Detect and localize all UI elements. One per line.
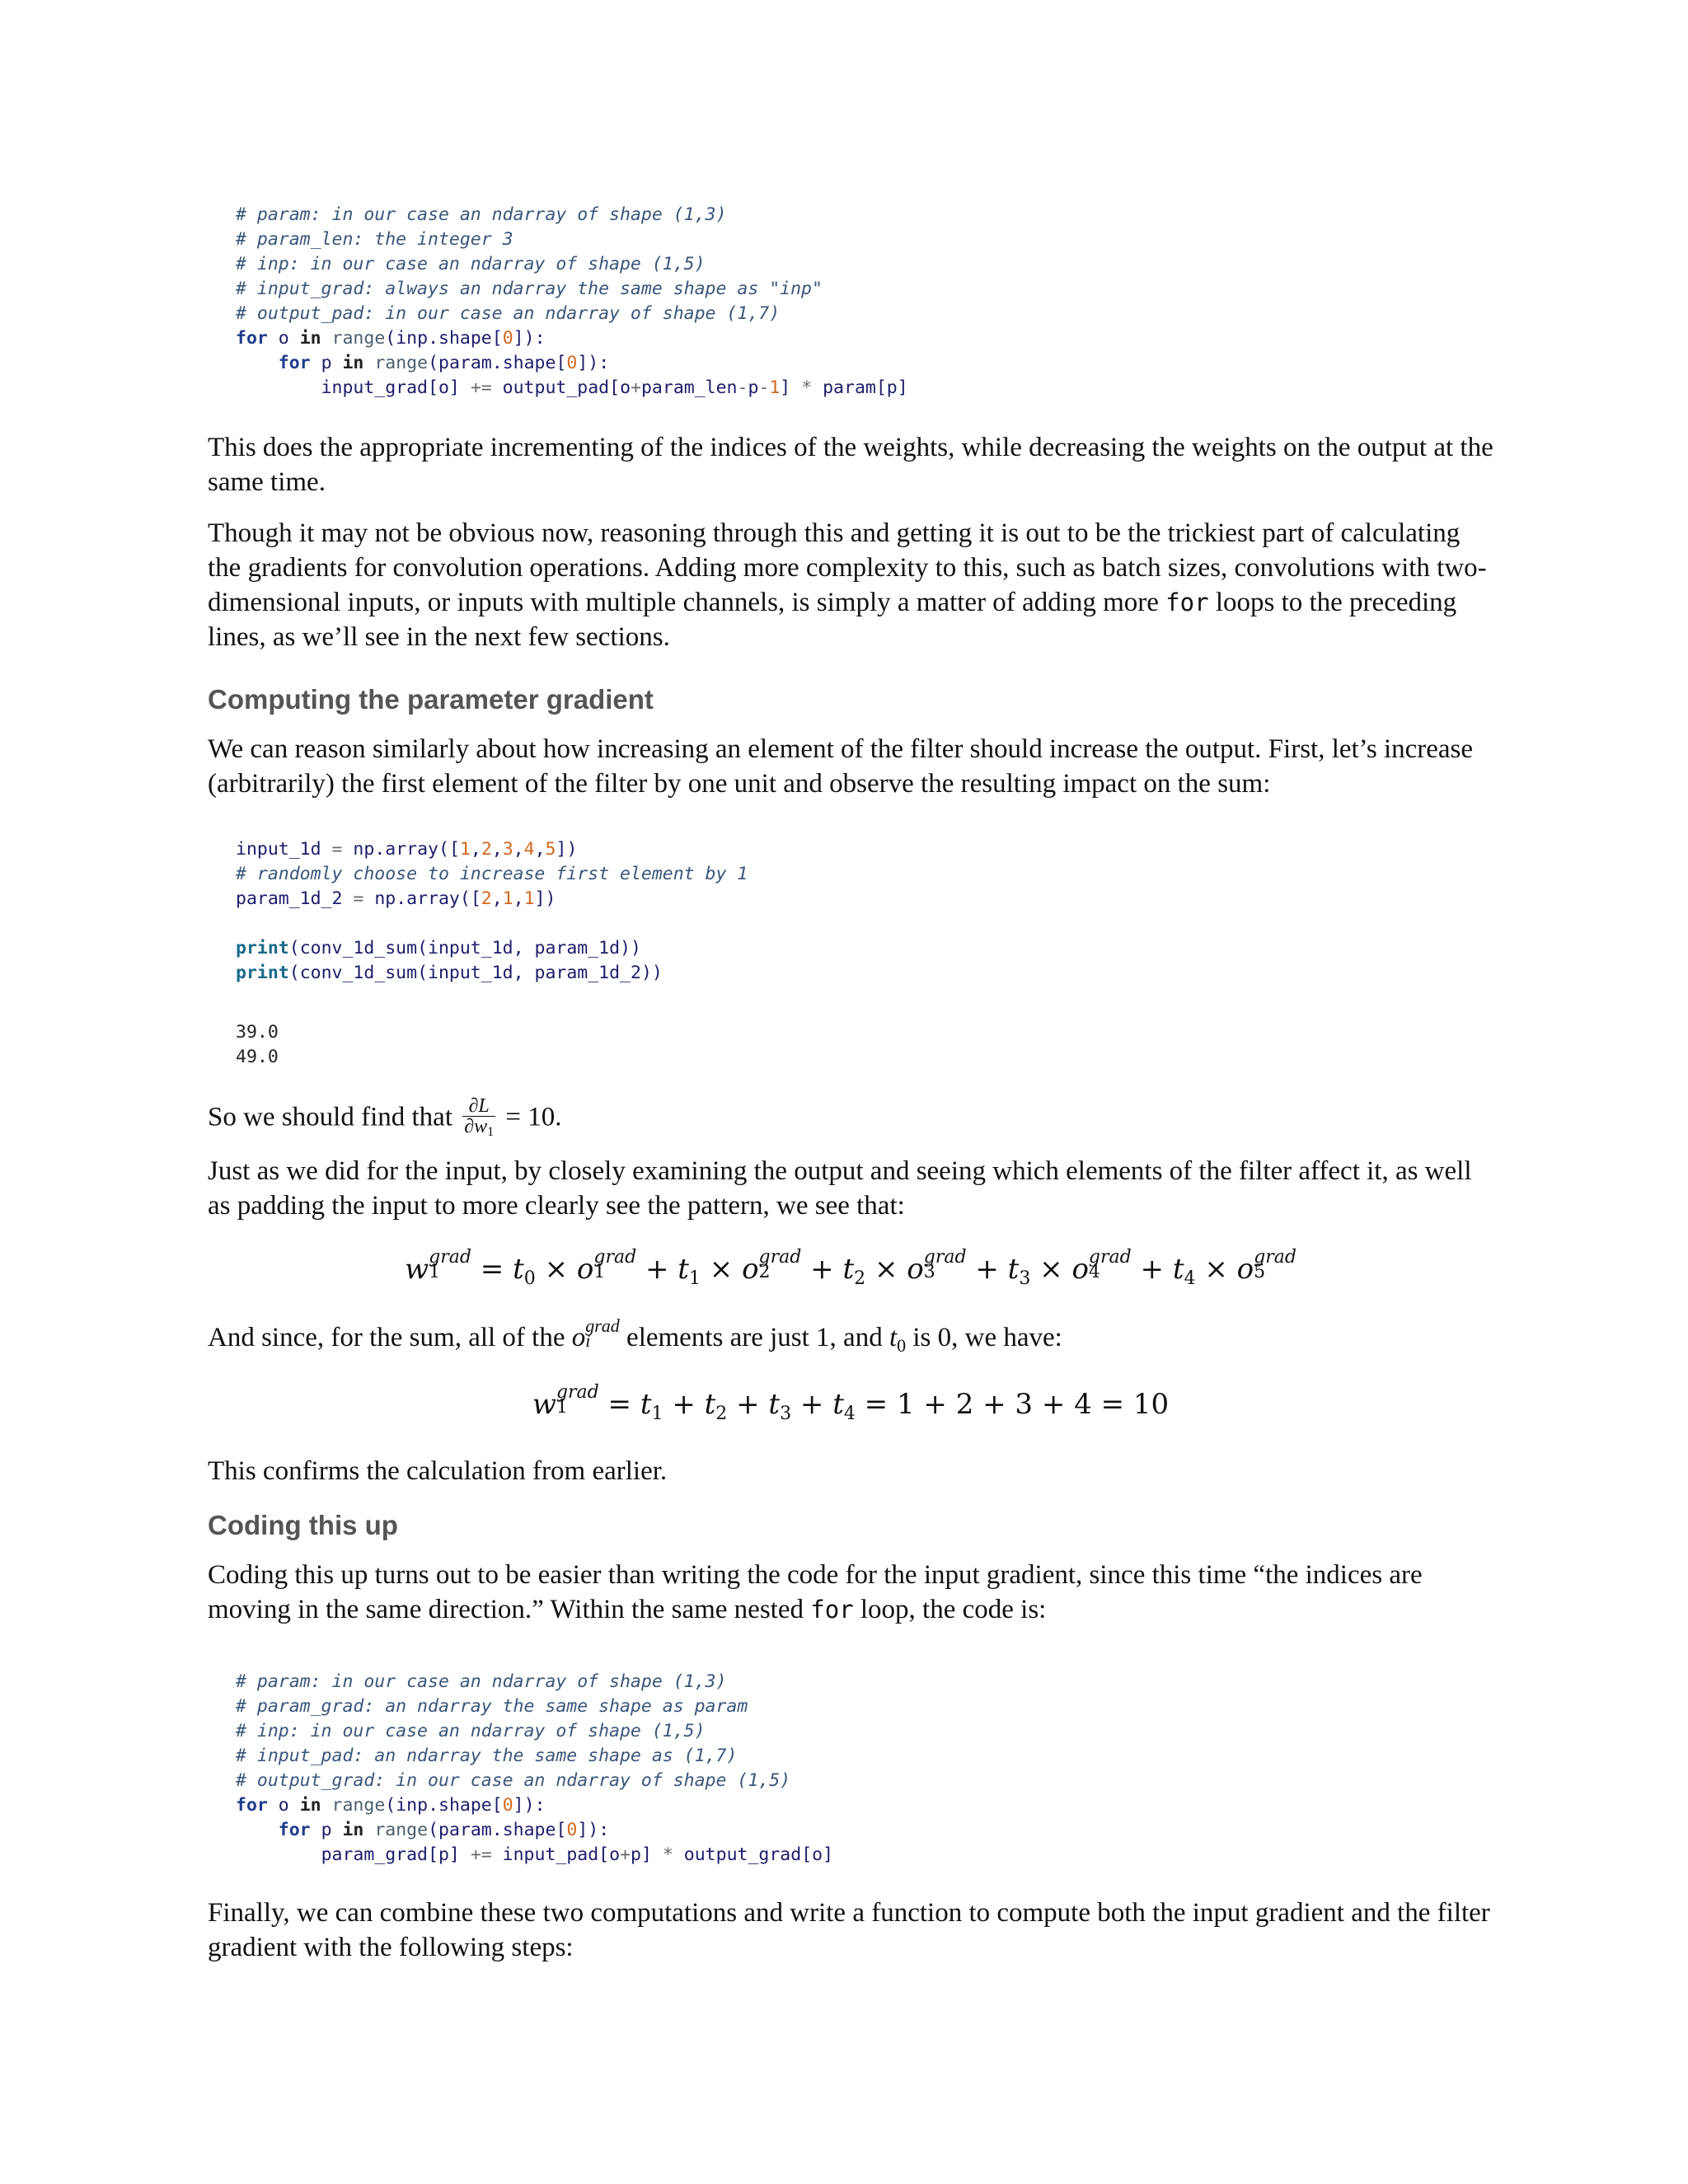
paragraph-text: elements are just 1, and [626, 1323, 883, 1352]
math-sub: 4 [843, 1404, 856, 1424]
code-line: for o in range(inp.shape[0]): [236, 328, 546, 349]
output-line: 39.0 [236, 1022, 279, 1043]
paragraph: We can reason similarly about how increasing an element of the filter should increase the output. First, let’s increase (arbitrarily) the first element of the filter by one unit and observe the resulting impact on the sum: [208, 734, 1474, 799]
paragraph-text: = 10. [505, 1102, 562, 1132]
math-sub: 1 [651, 1404, 663, 1424]
math-sup: grad [429, 1247, 471, 1268]
math-supsub [585, 1315, 620, 1352]
math-operator: = [471, 1253, 513, 1286]
math-sup: grad [758, 1247, 802, 1268]
code-line: for p in range(param.shape[0]): [278, 353, 610, 373]
math-operator: × [700, 1253, 743, 1286]
code-line: # input_grad: always an ndarray the same shape as "inp" [236, 279, 823, 299]
section-heading: Computing the parameter gradient [208, 684, 654, 715]
math-var: o [1236, 1253, 1254, 1286]
denominator-var: ∂w [464, 1116, 488, 1137]
code-output [236, 1020, 279, 1070]
fraction-numerator: ∂L [462, 1096, 495, 1117]
code-line: # param: in our case an ndarray of shape (1,3) [236, 204, 727, 225]
equation-filter-gradient-sum [208, 1382, 1493, 1431]
math-sub: 3 [1019, 1268, 1031, 1289]
math-var: t [678, 1253, 689, 1286]
math-var: t [1172, 1253, 1184, 1286]
math-operator: × [1195, 1253, 1237, 1286]
math-sup: grad [1088, 1247, 1132, 1268]
math-operator: + [727, 1388, 769, 1421]
math-var: t [1007, 1253, 1020, 1286]
math-var: t [842, 1253, 855, 1286]
math-operator: + [1131, 1253, 1173, 1286]
paragraph [208, 1558, 1493, 1627]
math-operator: + [966, 1253, 1008, 1286]
math-sub: 1 [593, 1262, 606, 1282]
math-supsub [923, 1247, 967, 1282]
math-operator: × [865, 1253, 907, 1286]
code-line: param_1d_2 = np.array([2,1,1]) [236, 888, 556, 909]
paragraph-text: loops to the preceding lines, as we’ll see in the next few sections. [208, 588, 1457, 652]
math-sup: grad [1254, 1247, 1296, 1268]
math-sub: 1 [429, 1262, 441, 1282]
math-var: o [907, 1253, 924, 1286]
paragraph: Finally, we can combine these two computations and write a function to compute both the input gradient and the filter gradient with the following steps: [208, 1898, 1490, 1962]
code-block-param-grad [236, 1670, 833, 1868]
code-line: for p in range(param.shape[0]): [278, 1820, 610, 1840]
math-var: o [1071, 1253, 1089, 1286]
inline-code: for [1165, 588, 1209, 616]
math-operator: + [801, 1253, 843, 1286]
math-supsub [593, 1247, 637, 1282]
math-sub: 4 [1184, 1268, 1196, 1289]
math-var: o [571, 1323, 586, 1352]
math-supsub [758, 1247, 802, 1282]
code-line: print(conv_1d_sum(input_1d, param_1d_2)) [236, 963, 663, 983]
code-line: for o in range(inp.shape[0]): [236, 1795, 546, 1816]
math-var: t [640, 1388, 652, 1421]
math-sub: 0 [897, 1335, 907, 1356]
code-line: # inp: in our case an ndarray of shape (1,5) [236, 1721, 706, 1741]
code-line: # output_grad: in our case an ndarray of shape (1,5) [236, 1770, 791, 1791]
paragraph-text: And since, for the sum, all of the [208, 1323, 565, 1352]
code-line: param_grad[p] += input_pad[o+p] * output_grad[o] [321, 1844, 834, 1865]
code-line: input_1d = np.array([1,2,3,4,5]) [236, 839, 578, 860]
code-block-input-grad [236, 203, 908, 401]
paragraph-text: Though it may not be obvious now, reasoning through this and getting it is out to be the trickiest part of calculating the gradients for convolution operations. Adding more complexity to this, such as batch sizes, convolutions with two-dimensional inputs, or inputs with multiple channels, is simply a matter of adding more [208, 518, 1487, 617]
output-line: 49.0 [236, 1047, 279, 1067]
code-line: # output_pad: in our case an ndarray of shape (1,7) [236, 303, 781, 324]
math-var: t [832, 1388, 844, 1421]
code-line: # param: in our case an ndarray of shape (1,3) [236, 1671, 727, 1692]
code-line [236, 912, 748, 936]
math-sub: 3 [780, 1404, 792, 1424]
paragraph: This does the appropriate incrementing of the indices of the weights, while decreasing the weights on the output at the same time. [208, 433, 1493, 497]
math-supsub [556, 1382, 599, 1418]
fraction-denominator [462, 1117, 495, 1142]
math-var: t [704, 1388, 716, 1421]
code-line: # param_len: the integer 3 [236, 229, 513, 250]
math-supsub [429, 1247, 471, 1282]
paragraph: Just as we did for the input, by closely examining the output and seeing which elements of the filter affect it, as well as padding the input to more clearly see the pattern, we see that: [208, 1156, 1472, 1221]
code-block-example [236, 837, 748, 986]
math-operator: + [663, 1388, 705, 1421]
math-var: w [405, 1253, 429, 1286]
math-sup: grad [593, 1247, 637, 1268]
code-line: # param_grad: an ndarray the same shape as param [236, 1696, 748, 1717]
math-var: o [742, 1253, 759, 1286]
math-var: t [768, 1388, 781, 1421]
paragraph [208, 516, 1493, 654]
code-line: # inp: in our case an ndarray of shape (1,5) [236, 254, 706, 274]
math-var: o [576, 1253, 594, 1286]
code-line: # randomly choose to increase first element by 1 [236, 864, 748, 884]
math-supsub [1088, 1247, 1132, 1282]
math-var: w [532, 1388, 556, 1421]
partial-derivative-fraction [462, 1096, 495, 1142]
paragraph-text: is 0, we have: [912, 1323, 1062, 1352]
paragraph: This confirms the calculation from earlier. [208, 1456, 668, 1486]
math-var: t [513, 1253, 524, 1286]
code-line: print(conv_1d_sum(input_1d, param_1d)) [236, 938, 641, 958]
math-var: t [889, 1323, 898, 1352]
paragraph-text: So we should find that [208, 1102, 452, 1132]
math-operator: × [1030, 1253, 1072, 1286]
math-operator: + [791, 1388, 833, 1421]
math-rhs: = 1 + 2 + 3 + 4 = 10 [855, 1388, 1170, 1421]
paragraph-text: Coding this up turns out to be easier than writing the code for the input gradient, since this time “the indices are moving in the same direction.” Within the same nested [208, 1560, 1423, 1624]
math-sub: i [585, 1330, 591, 1352]
denominator-sub: 1 [487, 1125, 495, 1139]
math-sup: grad [556, 1382, 599, 1403]
paragraph [208, 1096, 1493, 1142]
math-operator: + [636, 1253, 678, 1286]
code-line: input_grad[o] += output_pad[o+param_len-p-1] * param[p] [321, 377, 908, 398]
math-sub: 1 [688, 1268, 701, 1289]
math-supsub [1254, 1247, 1296, 1282]
paragraph [208, 1315, 1493, 1363]
section-heading: Coding this up [208, 1510, 398, 1540]
code-line: # input_pad: an ndarray the same shape as (1,7) [236, 1746, 738, 1766]
math-sub: 2 [854, 1268, 866, 1289]
math-sup: grad [585, 1315, 620, 1337]
math-operator: = [598, 1388, 640, 1421]
math-sub: 1 [556, 1397, 568, 1418]
math-sub: 3 [923, 1262, 935, 1282]
math-operator: × [535, 1253, 577, 1286]
math-sub: 0 [523, 1268, 536, 1289]
inline-code: for [810, 1596, 854, 1624]
math-sub: 5 [1254, 1262, 1266, 1282]
math-sub: 4 [1088, 1262, 1100, 1282]
paragraph-text: loop, the code is: [853, 1595, 1047, 1624]
math-sup: grad [923, 1247, 967, 1268]
math-sub: 2 [758, 1262, 771, 1282]
math-sub: 2 [715, 1404, 728, 1424]
equation-filter-gradient [208, 1247, 1493, 1296]
